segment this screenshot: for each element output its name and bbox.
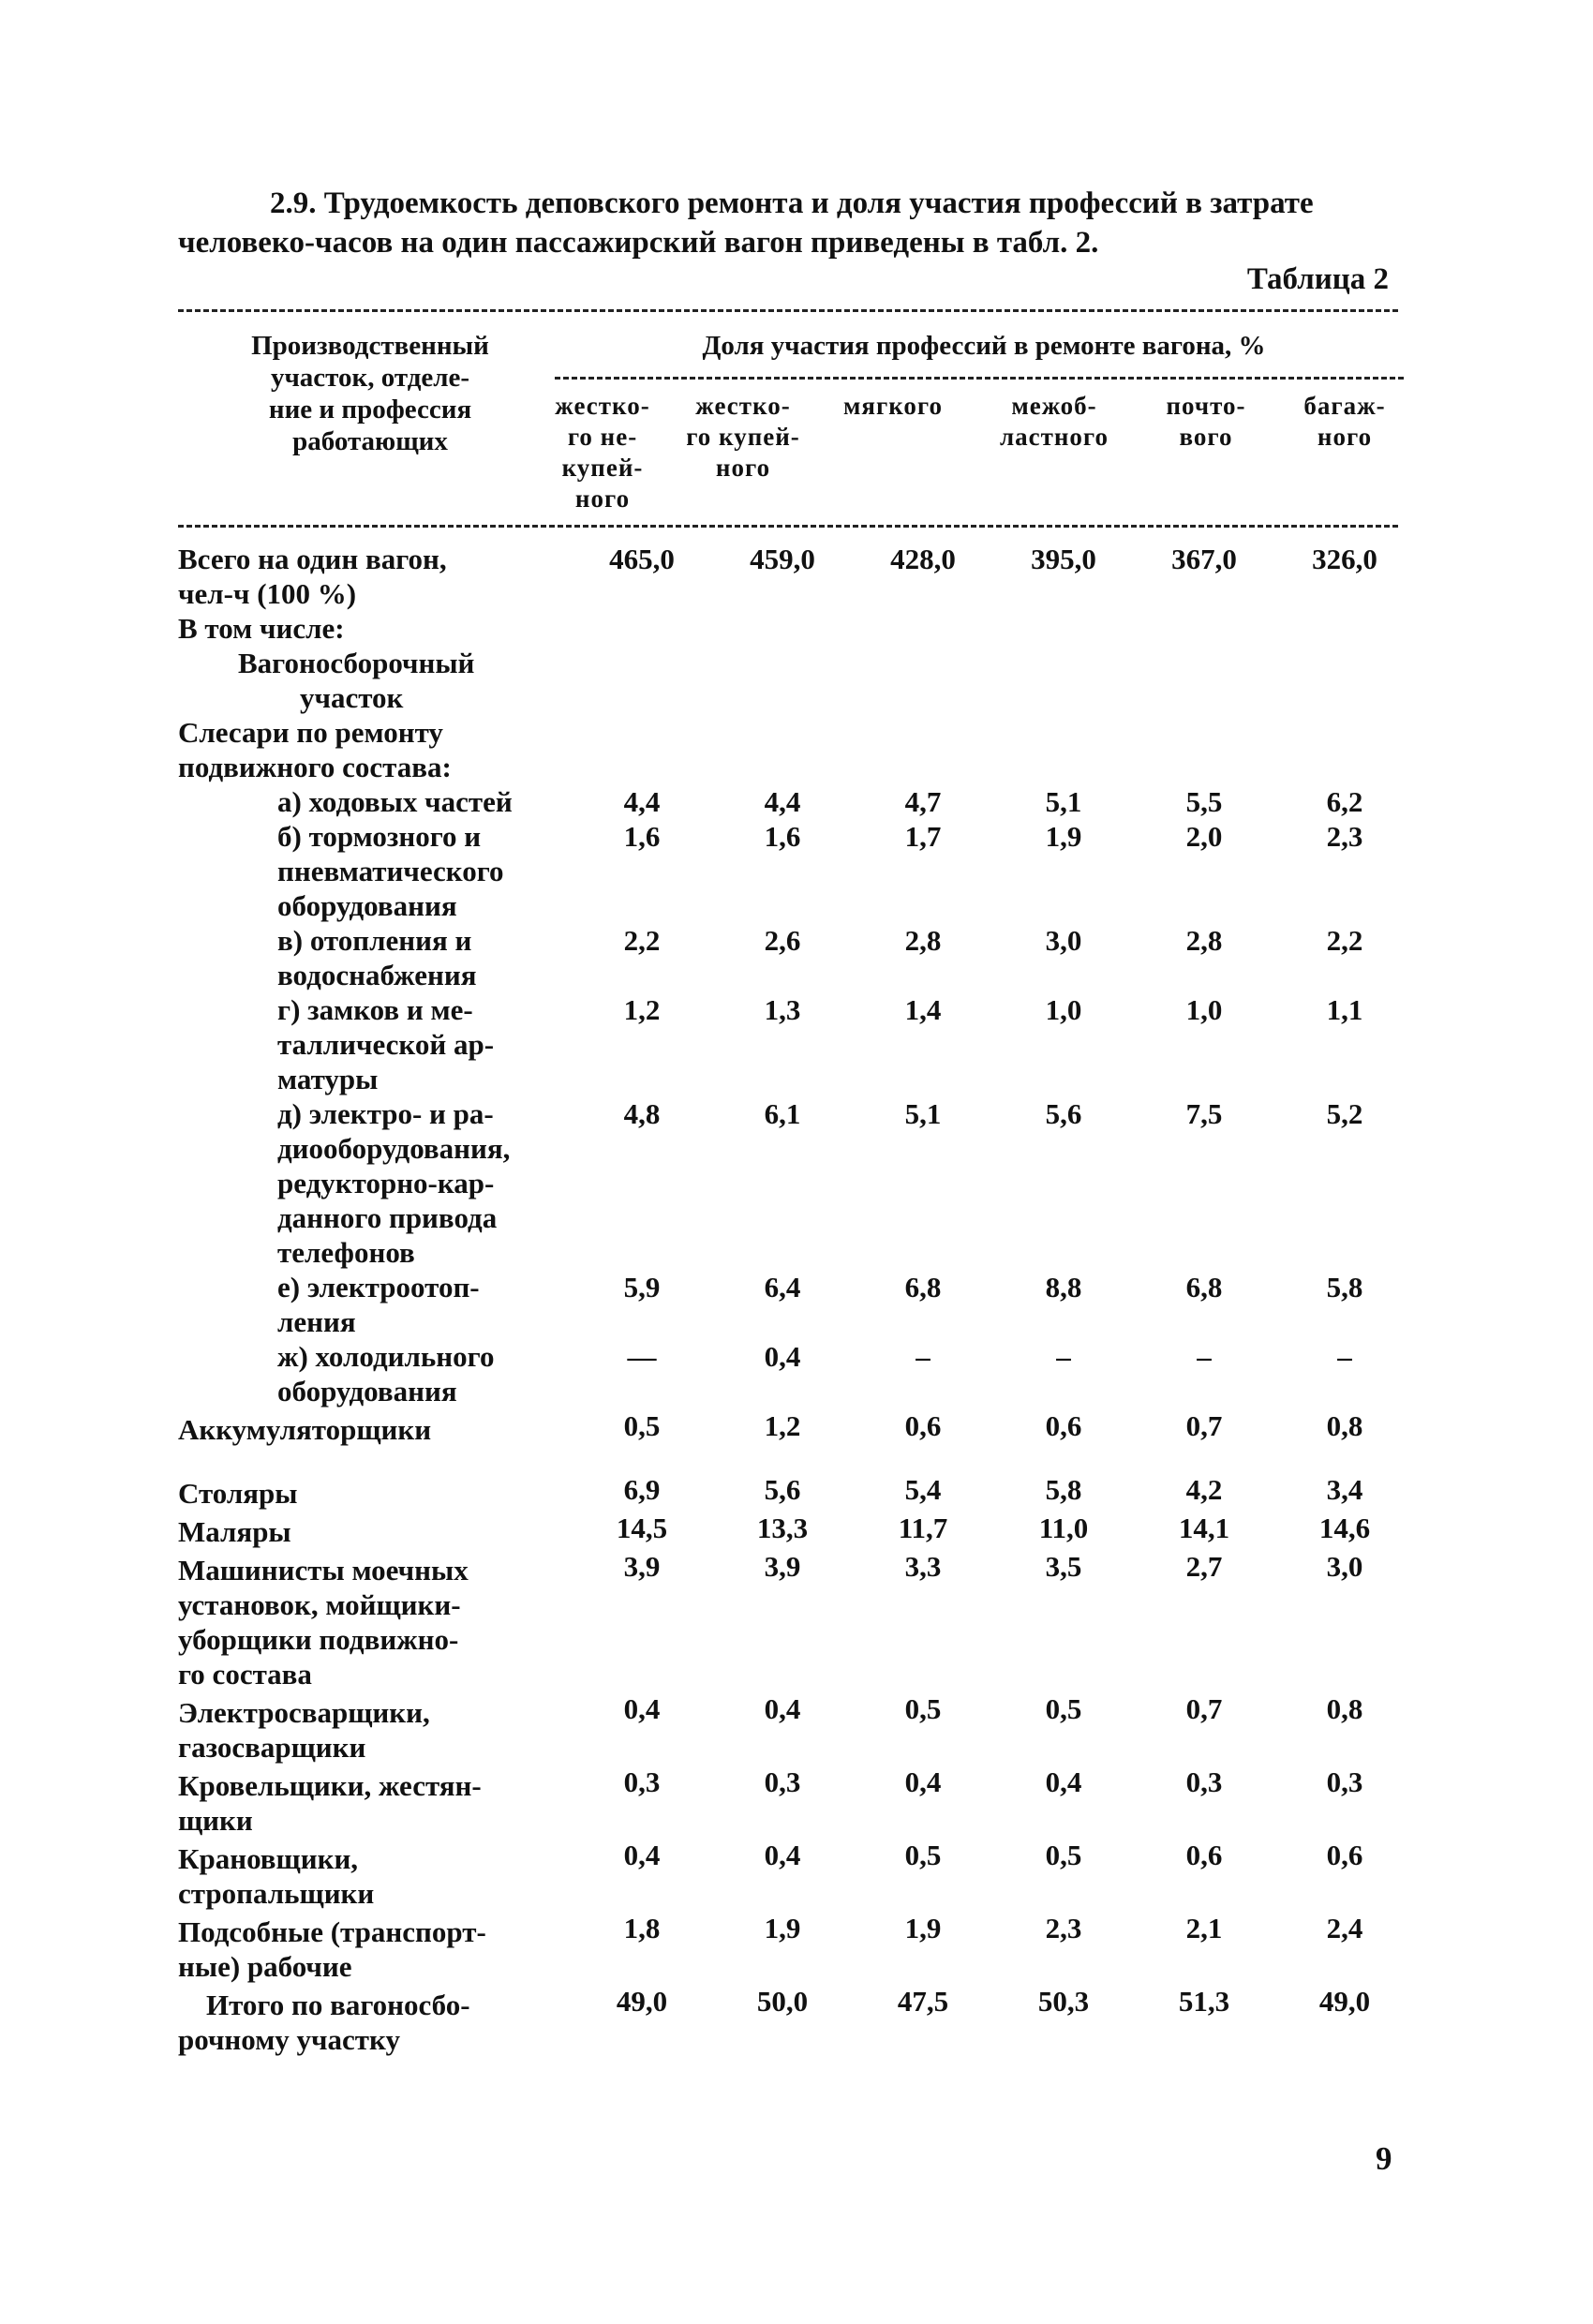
row-value: 5,2	[1326, 1097, 1363, 1130]
row-label-line: д) электро- и ра-	[277, 1097, 494, 1130]
row-value: 1,9	[1045, 820, 1082, 853]
row-label	[178, 1096, 572, 1270]
row-value: 5,1	[1045, 785, 1082, 818]
row-value: 4,8	[623, 1097, 661, 1130]
row-label	[178, 715, 572, 784]
table-row	[178, 1838, 1415, 1911]
table-body	[178, 542, 1415, 2057]
row-value: 0,5	[1045, 1839, 1082, 1871]
row-value: 5,8	[1045, 1473, 1082, 1506]
row-label-line: Всего на один вагон,	[178, 543, 447, 575]
row-value: 6,4	[764, 1271, 801, 1304]
row-value: 0,3	[1326, 1765, 1363, 1798]
row-value: 1,4	[904, 993, 942, 1026]
row-value: 0,3	[623, 1765, 661, 1798]
row-value: 50,0	[756, 1985, 809, 2018]
row-value: 4,2	[1185, 1473, 1223, 1506]
row-value	[572, 715, 712, 784]
row-value: 0,4	[764, 1692, 801, 1725]
row-value: 3,9	[764, 1550, 801, 1583]
row-value: 0,4	[764, 1340, 801, 1373]
row-label	[178, 1339, 572, 1408]
row-value: 428,0	[890, 543, 956, 575]
row-value: 14,5	[616, 1512, 668, 1544]
row-value: 5,4	[904, 1473, 942, 1506]
row-value: 5,9	[623, 1271, 661, 1304]
row-value: 5,6	[764, 1473, 801, 1506]
table-row	[178, 1549, 1415, 1691]
table-row	[178, 715, 1415, 784]
row-label-line: Маляры	[178, 1515, 291, 1548]
table-row	[178, 1339, 1415, 1408]
row-value: 459,0	[750, 543, 815, 575]
row-label-line: редукторно-кар-	[277, 1167, 495, 1199]
row-value	[1274, 715, 1415, 784]
row-value: 3,0	[1045, 924, 1082, 957]
row-value: 0,5	[623, 1409, 661, 1442]
row-value: 0,4	[1045, 1765, 1082, 1798]
row-value	[853, 611, 993, 646]
row-label-line: В том числе:	[178, 612, 345, 645]
row-value: 1,8	[623, 1912, 661, 1944]
row-label	[178, 1691, 572, 1765]
row-label	[178, 1511, 572, 1549]
table-row	[178, 1408, 1415, 1472]
row-value: 6,2	[1326, 785, 1363, 818]
row-value: 2,4	[1326, 1912, 1363, 1944]
row-value	[1274, 611, 1415, 646]
table-row	[178, 992, 1415, 1096]
row-label-line: установок, мойщики-	[178, 1588, 461, 1621]
row-label-line: водоснабжения	[277, 959, 477, 991]
row-value: 2,2	[623, 924, 661, 957]
row-label	[178, 784, 572, 819]
row-label	[178, 1408, 572, 1472]
row-label-line: Итого по вагоносбо-	[206, 1989, 470, 2021]
intro-paragraph	[178, 184, 1424, 262]
column-header-line: купей-	[561, 454, 644, 482]
row-value: 5,1	[904, 1097, 942, 1130]
row-label	[178, 819, 572, 923]
row-value: 1,6	[623, 820, 661, 853]
row-value: 0,6	[1326, 1839, 1363, 1871]
table-row	[178, 1270, 1415, 1339]
row-value: 49,0	[1318, 1985, 1371, 2018]
row-value	[993, 611, 1134, 646]
row-value	[712, 646, 853, 715]
row-label	[178, 646, 572, 715]
table-row	[178, 1096, 1415, 1270]
header-first-col-line: участок, отделе-	[270, 363, 470, 393]
row-value: 1,0	[1185, 993, 1223, 1026]
row-value: 2,8	[1185, 924, 1223, 957]
column-header-line: го купей-	[686, 423, 800, 451]
row-value	[572, 646, 712, 715]
row-label-line: ж) холодильного	[277, 1340, 495, 1373]
row-value: 6,1	[764, 1097, 801, 1130]
row-value: 3,0	[1326, 1550, 1363, 1583]
column-header-line: мягкого	[842, 392, 944, 420]
row-value: –	[1197, 1340, 1212, 1373]
row-value: 0,4	[904, 1765, 942, 1798]
column-header-line: межоб-	[1011, 392, 1097, 420]
row-value: 51,3	[1178, 1985, 1230, 2018]
column-header-soft	[823, 391, 963, 422]
row-value: 0,5	[1045, 1692, 1082, 1725]
row-label	[178, 1549, 572, 1691]
row-value: 0,6	[1185, 1839, 1223, 1871]
header-bottom-rule	[178, 525, 1398, 528]
row-value: 11,7	[898, 1512, 948, 1544]
row-label	[178, 1472, 572, 1511]
data-table	[178, 542, 1415, 2057]
row-label-line: рочному участку	[178, 2023, 400, 2056]
row-label	[178, 992, 572, 1096]
row-label-line: Аккумуляторщики	[178, 1413, 432, 1446]
row-value: 1,9	[904, 1912, 942, 1944]
column-header-baggage	[1284, 391, 1406, 453]
row-label-line: г) замков и ме-	[277, 993, 473, 1026]
row-label-line: Кровельщики, жестян-	[178, 1769, 482, 1802]
header-group-rule	[555, 377, 1404, 380]
row-value: –	[1337, 1340, 1352, 1373]
row-value: 0,3	[764, 1765, 801, 1798]
row-value	[993, 646, 1134, 715]
row-value: 5,8	[1326, 1271, 1363, 1304]
table-row	[178, 1691, 1415, 1765]
row-value: 6,8	[904, 1271, 942, 1304]
table-row	[178, 819, 1415, 923]
column-header-line: ластного	[999, 423, 1109, 451]
row-value: 2,1	[1185, 1912, 1223, 1944]
row-label	[178, 1911, 572, 1984]
column-header-hard-kupe	[673, 391, 813, 484]
row-value: 1,1	[1326, 993, 1363, 1026]
row-value: 2,0	[1185, 820, 1223, 853]
table-row	[178, 1911, 1415, 1984]
header-first-col-line: работающих	[292, 426, 448, 456]
column-header-line: багаж-	[1303, 392, 1386, 420]
column-header-line: почто-	[1166, 392, 1246, 420]
row-value	[712, 611, 853, 646]
row-label-line: матуры	[277, 1063, 379, 1095]
row-value: 4,4	[764, 785, 801, 818]
row-value	[572, 611, 712, 646]
row-label-line: щики	[178, 1804, 253, 1837]
row-label-line: чел-ч (100 %)	[178, 577, 357, 610]
header-first-col-line: ние и профессия	[268, 395, 472, 425]
row-value: 14,1	[1178, 1512, 1230, 1544]
row-value: 3,4	[1326, 1473, 1363, 1506]
column-header-line: жестко-	[695, 392, 791, 420]
row-value: 0,8	[1326, 1692, 1363, 1725]
row-label-line: Крановщики,	[178, 1842, 359, 1875]
row-value: 1,6	[764, 820, 801, 853]
row-label-line: Машинисты моечных	[178, 1554, 469, 1587]
row-value: 395,0	[1031, 543, 1096, 575]
row-label-line: Вагоносборочный	[238, 647, 475, 679]
table-row	[178, 611, 1415, 646]
row-value: 1,9	[764, 1912, 801, 1944]
row-label-line: оборудования	[277, 889, 457, 922]
row-label-line: стропальщики	[178, 1877, 375, 1910]
row-value: 326,0	[1312, 543, 1377, 575]
intro-line-2: человеко-часов на один пассажирский вагон приведены в табл. 2.	[178, 226, 1099, 260]
row-value: 1,7	[904, 820, 942, 853]
row-value: –	[1056, 1340, 1071, 1373]
row-value: 7,5	[1185, 1097, 1223, 1130]
row-label-line: телефонов	[277, 1236, 415, 1269]
row-value: –	[916, 1340, 930, 1373]
row-value: 50,3	[1037, 1985, 1090, 2018]
row-value: 0,8	[1326, 1409, 1363, 1442]
row-value	[1134, 611, 1274, 646]
row-value: 2,2	[1326, 924, 1363, 957]
table-row	[178, 923, 1415, 992]
row-label	[178, 542, 572, 611]
row-value: 0,3	[1185, 1765, 1223, 1798]
row-label	[178, 1984, 572, 2057]
header-group-title	[562, 330, 1406, 362]
column-header-line: жестко-	[555, 392, 650, 420]
row-value: 13,3	[756, 1512, 809, 1544]
row-label	[178, 1765, 572, 1838]
row-value: 5,6	[1045, 1097, 1082, 1130]
row-value: 0,6	[1045, 1409, 1082, 1442]
row-value: 0,4	[623, 1839, 661, 1871]
row-label-line: таллической ар-	[277, 1028, 495, 1061]
row-value: 49,0	[616, 1985, 668, 2018]
table-row	[178, 1984, 1415, 2057]
row-label-line: в) отопления и	[277, 924, 472, 957]
row-value: 3,3	[904, 1550, 942, 1583]
table-row	[178, 784, 1415, 819]
row-value: 465,0	[609, 543, 675, 575]
row-value: 2,6	[764, 924, 801, 957]
row-value: 8,8	[1045, 1271, 1082, 1304]
row-value: 0,4	[764, 1839, 801, 1871]
row-value: 2,3	[1326, 820, 1363, 853]
row-value: 3,9	[623, 1550, 661, 1583]
table-top-rule	[178, 309, 1398, 312]
row-label-line: Слесари по ремонту	[178, 716, 443, 749]
row-label-line: диооборудования,	[277, 1132, 511, 1165]
column-header-line: вого	[1179, 423, 1233, 451]
row-label-line: го состава	[178, 1658, 312, 1691]
table-row	[178, 1511, 1415, 1549]
row-label-line: участок	[300, 681, 404, 714]
row-value: 5,5	[1185, 785, 1223, 818]
table-caption: Таблица 2	[1246, 262, 1389, 296]
row-value	[712, 715, 853, 784]
intro-line-1: 2.9. Трудоемкость деповского ремонта и доля участия профессий в затрате	[270, 186, 1314, 220]
row-label-line: газосварщики	[178, 1731, 366, 1764]
row-value: 2,8	[904, 924, 942, 957]
table-row	[178, 646, 1415, 715]
row-value: 0,5	[904, 1839, 942, 1871]
header-group-title-text: Доля участия профессий в ремонте вагона, %	[702, 331, 1266, 361]
row-label-line: данного привода	[277, 1201, 498, 1234]
row-value: 0,6	[904, 1409, 942, 1442]
row-label-line: подвижного состава:	[178, 751, 452, 783]
row-label-line: ные) рабочие	[178, 1950, 352, 1983]
row-value: 1,2	[764, 1409, 801, 1442]
row-value	[993, 715, 1134, 784]
row-value: 0,7	[1185, 1409, 1223, 1442]
row-label	[178, 923, 572, 992]
row-value	[1274, 646, 1415, 715]
row-value: 0,5	[904, 1692, 942, 1725]
row-label	[178, 1838, 572, 1911]
column-header-line: ного	[1317, 423, 1373, 451]
row-value: 367,0	[1171, 543, 1237, 575]
table-row	[178, 1472, 1415, 1511]
row-label	[178, 611, 572, 646]
row-label-line: ления	[277, 1305, 356, 1338]
row-value: 4,7	[904, 785, 942, 818]
column-header-line: ного	[715, 454, 771, 482]
row-value: 1,3	[764, 993, 801, 1026]
row-value: 0,7	[1185, 1692, 1223, 1725]
column-header-postal	[1145, 391, 1267, 453]
row-value: 0,4	[623, 1692, 661, 1725]
row-value	[1134, 715, 1274, 784]
column-header-hard-nonkupe	[551, 391, 654, 514]
header-first-col-line: Производственный	[251, 331, 489, 361]
page-number: 9	[1376, 2140, 1392, 2177]
table-row	[178, 542, 1415, 611]
row-label-line: Столяры	[178, 1477, 298, 1510]
row-value	[853, 715, 993, 784]
row-value: 4,4	[623, 785, 661, 818]
row-value: 2,3	[1045, 1912, 1082, 1944]
header-first-column	[178, 330, 562, 457]
column-header-line: ного	[574, 484, 631, 513]
row-label-line: Подсобные (транспорт-	[178, 1915, 486, 1948]
row-value: 6,8	[1185, 1271, 1223, 1304]
row-label-line: Электросварщики,	[178, 1696, 430, 1729]
row-value: 47,5	[897, 1985, 949, 2018]
column-header-interregional	[984, 391, 1124, 453]
row-label-line: оборудования	[277, 1375, 457, 1408]
row-label	[178, 1270, 572, 1339]
row-value: 14,6	[1318, 1512, 1371, 1544]
row-value: 6,9	[623, 1473, 661, 1506]
row-value	[1134, 646, 1274, 715]
row-label-line: е) электроотоп-	[277, 1271, 480, 1304]
row-value: 1,2	[623, 993, 661, 1026]
row-label-line: уборщики подвижно-	[178, 1623, 459, 1656]
row-value: 2,7	[1185, 1550, 1223, 1583]
column-header-line: го не-	[567, 423, 638, 451]
row-value: 3,5	[1045, 1550, 1082, 1583]
row-value	[853, 646, 993, 715]
row-label-line: а) ходовых частей	[277, 785, 513, 818]
row-label-line: пневматического	[277, 855, 504, 887]
row-value: 11,0	[1038, 1512, 1089, 1544]
row-value: 1,0	[1045, 993, 1082, 1026]
table-row	[178, 1765, 1415, 1838]
row-label-line: б) тормозного и	[277, 820, 482, 853]
row-value: —	[627, 1340, 657, 1373]
